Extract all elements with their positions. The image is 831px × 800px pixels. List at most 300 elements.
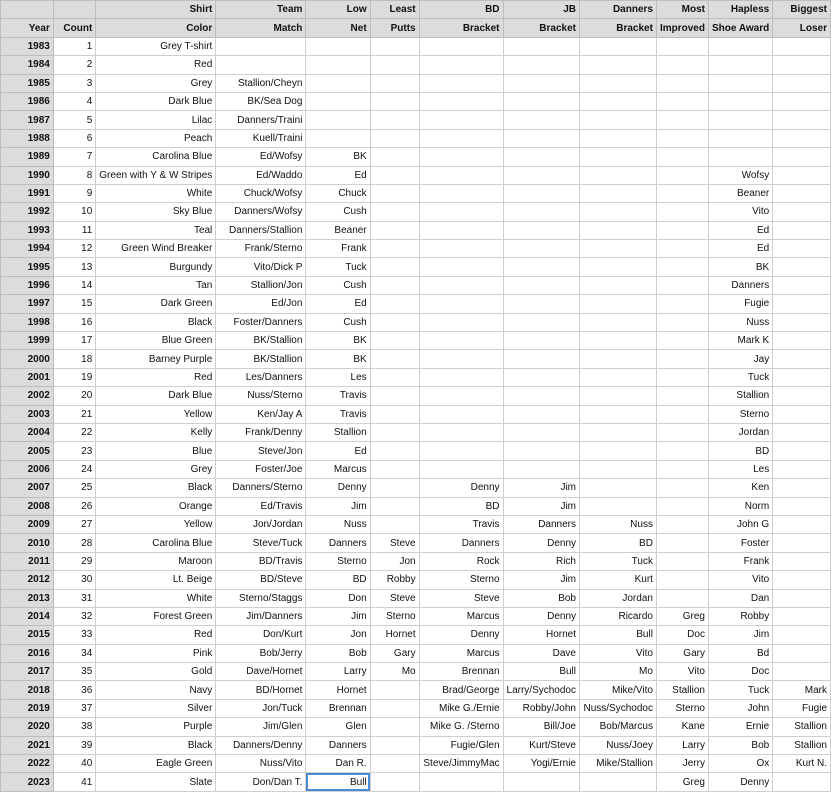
cell-biggest-loser[interactable] — [773, 552, 831, 570]
cell-hapless-shoe-award[interactable] — [708, 37, 772, 55]
cell-danners-bracket[interactable]: Bull — [580, 626, 657, 644]
cell-hapless-shoe-award[interactable] — [708, 148, 772, 166]
cell-year[interactable]: 1985 — [1, 74, 54, 92]
cell-danners-bracket[interactable] — [580, 221, 657, 239]
cell-team-match[interactable]: Danners/Wofsy — [216, 203, 306, 221]
cell-jb-bracket[interactable] — [503, 295, 579, 313]
cell-danners-bracket[interactable] — [580, 258, 657, 276]
cell-team-match[interactable] — [216, 56, 306, 74]
cell-biggest-loser[interactable] — [773, 56, 831, 74]
cell-shirt-color[interactable]: Navy — [96, 681, 216, 699]
cell-low-net[interactable]: Les — [306, 368, 370, 386]
cell-low-net[interactable]: Bull — [306, 773, 370, 791]
cell-shirt-color[interactable]: Carolina Blue — [96, 534, 216, 552]
cell-shirt-color[interactable]: Red — [96, 626, 216, 644]
cell-danners-bracket[interactable] — [580, 111, 657, 129]
cell-bd-bracket[interactable] — [419, 129, 503, 147]
cell-most-improved[interactable] — [656, 56, 708, 74]
cell-least-putts[interactable] — [370, 681, 419, 699]
cell-team-match[interactable]: Jon/Jordan — [216, 515, 306, 533]
cell-least-putts[interactable] — [370, 276, 419, 294]
cell-count[interactable]: 23 — [53, 442, 95, 460]
cell-hapless-shoe-award[interactable]: John G — [708, 515, 772, 533]
cell-danners-bracket[interactable] — [580, 74, 657, 92]
cell-count[interactable]: 34 — [53, 644, 95, 662]
cell-biggest-loser[interactable] — [773, 332, 831, 350]
cell-count[interactable]: 18 — [53, 350, 95, 368]
cell-hapless-shoe-award[interactable]: Bob — [708, 736, 772, 754]
cell-jb-bracket[interactable] — [503, 387, 579, 405]
cell-low-net[interactable]: Danners — [306, 736, 370, 754]
cell-jb-bracket[interactable] — [503, 129, 579, 147]
cell-hapless-shoe-award[interactable]: BD — [708, 442, 772, 460]
cell-year[interactable]: 2016 — [1, 644, 54, 662]
cell-count[interactable]: 30 — [53, 571, 95, 589]
cell-hapless-shoe-award[interactable]: Tuck — [708, 681, 772, 699]
cell-shirt-color[interactable]: Barney Purple — [96, 350, 216, 368]
cell-danners-bracket[interactable]: Nuss — [580, 515, 657, 533]
cell-biggest-loser[interactable] — [773, 37, 831, 55]
header-cell-count[interactable]: Count — [53, 19, 95, 37]
cell-low-net[interactable]: Larry — [306, 663, 370, 681]
cell-most-improved[interactable] — [656, 350, 708, 368]
header-cell-year[interactable] — [1, 1, 54, 19]
cell-low-net[interactable]: Nuss — [306, 515, 370, 533]
cell-shirt-color[interactable]: Blue Green — [96, 332, 216, 350]
cell-jb-bracket[interactable]: Kurt/Steve — [503, 736, 579, 754]
cell-year[interactable]: 2011 — [1, 552, 54, 570]
cell-shirt-color[interactable]: Dark Blue — [96, 387, 216, 405]
cell-low-net[interactable]: Frank — [306, 240, 370, 258]
cell-least-putts[interactable] — [370, 387, 419, 405]
cell-most-improved[interactable] — [656, 166, 708, 184]
cell-hapless-shoe-award[interactable]: Sterno — [708, 405, 772, 423]
cell-hapless-shoe-award[interactable]: Mark K — [708, 332, 772, 350]
cell-team-match[interactable]: Nuss/Vito — [216, 755, 306, 773]
cell-shirt-color[interactable]: Forest Green — [96, 607, 216, 625]
cell-hapless-shoe-award[interactable]: Dan — [708, 589, 772, 607]
cell-year[interactable]: 2022 — [1, 755, 54, 773]
cell-bd-bracket[interactable] — [419, 37, 503, 55]
cell-most-improved[interactable]: Stallion — [656, 681, 708, 699]
cell-jb-bracket[interactable] — [503, 111, 579, 129]
cell-danners-bracket[interactable] — [580, 332, 657, 350]
cell-shirt-color[interactable]: Red — [96, 368, 216, 386]
cell-count[interactable]: 27 — [53, 515, 95, 533]
cell-most-improved[interactable]: Larry — [656, 736, 708, 754]
cell-danners-bracket[interactable]: Nuss/Joey — [580, 736, 657, 754]
cell-shirt-color[interactable]: Yellow — [96, 405, 216, 423]
cell-jb-bracket[interactable] — [503, 203, 579, 221]
cell-biggest-loser[interactable] — [773, 368, 831, 386]
cell-biggest-loser[interactable] — [773, 313, 831, 331]
cell-bd-bracket[interactable]: Marcus — [419, 644, 503, 662]
cell-count[interactable]: 40 — [53, 755, 95, 773]
cell-jb-bracket[interactable]: Dave — [503, 644, 579, 662]
cell-biggest-loser[interactable] — [773, 515, 831, 533]
cell-year[interactable]: 2019 — [1, 699, 54, 717]
cell-team-match[interactable]: Dave/Hornet — [216, 663, 306, 681]
cell-least-putts[interactable] — [370, 350, 419, 368]
cell-most-improved[interactable] — [656, 148, 708, 166]
cell-least-putts[interactable] — [370, 295, 419, 313]
cell-team-match[interactable]: Stallion/Cheyn — [216, 74, 306, 92]
cell-jb-bracket[interactable] — [503, 74, 579, 92]
cell-shirt-color[interactable]: Grey T-shirt — [96, 37, 216, 55]
cell-least-putts[interactable] — [370, 718, 419, 736]
cell-jb-bracket[interactable] — [503, 184, 579, 202]
cell-shirt-color[interactable]: Green with Y & W Stripes — [96, 166, 216, 184]
cell-most-improved[interactable] — [656, 387, 708, 405]
cell-bd-bracket[interactable]: Sterno — [419, 571, 503, 589]
cell-most-improved[interactable]: Doc — [656, 626, 708, 644]
cell-low-net[interactable]: Hornet — [306, 681, 370, 699]
cell-team-match[interactable]: Foster/Joe — [216, 460, 306, 478]
cell-team-match[interactable]: Jim/Glen — [216, 718, 306, 736]
cell-most-improved[interactable] — [656, 240, 708, 258]
cell-danners-bracket[interactable] — [580, 203, 657, 221]
cell-biggest-loser[interactable]: Mark — [773, 681, 831, 699]
cell-count[interactable]: 4 — [53, 92, 95, 110]
cell-danners-bracket[interactable] — [580, 479, 657, 497]
cell-bd-bracket[interactable] — [419, 92, 503, 110]
cell-team-match[interactable]: Vito/Dick P — [216, 258, 306, 276]
cell-most-improved[interactable]: Kane — [656, 718, 708, 736]
cell-count[interactable]: 11 — [53, 221, 95, 239]
cell-year[interactable]: 2002 — [1, 387, 54, 405]
cell-least-putts[interactable] — [370, 479, 419, 497]
cell-least-putts[interactable]: Steve — [370, 534, 419, 552]
header-cell-danners-bracket[interactable]: Danners — [580, 1, 657, 19]
cell-least-putts[interactable] — [370, 258, 419, 276]
header-cell-biggest-loser[interactable]: Biggest — [773, 1, 831, 19]
cell-biggest-loser[interactable] — [773, 644, 831, 662]
cell-hapless-shoe-award[interactable]: Jordan — [708, 423, 772, 441]
cell-year[interactable]: 2021 — [1, 736, 54, 754]
cell-bd-bracket[interactable]: Denny — [419, 479, 503, 497]
cell-least-putts[interactable]: Jon — [370, 552, 419, 570]
cell-team-match[interactable]: Steve/Jon — [216, 442, 306, 460]
cell-hapless-shoe-award[interactable]: Ed — [708, 221, 772, 239]
cell-jb-bracket[interactable] — [503, 460, 579, 478]
cell-bd-bracket[interactable] — [419, 423, 503, 441]
cell-biggest-loser[interactable] — [773, 276, 831, 294]
cell-biggest-loser[interactable] — [773, 442, 831, 460]
cell-team-match[interactable]: Frank/Sterno — [216, 240, 306, 258]
cell-count[interactable]: 29 — [53, 552, 95, 570]
cell-count[interactable]: 24 — [53, 460, 95, 478]
cell-year[interactable]: 1993 — [1, 221, 54, 239]
cell-least-putts[interactable] — [370, 460, 419, 478]
cell-bd-bracket[interactable] — [419, 405, 503, 423]
cell-least-putts[interactable] — [370, 221, 419, 239]
cell-biggest-loser[interactable] — [773, 405, 831, 423]
cell-biggest-loser[interactable] — [773, 423, 831, 441]
cell-low-net[interactable]: Ed — [306, 442, 370, 460]
cell-hapless-shoe-award[interactable]: John — [708, 699, 772, 717]
cell-most-improved[interactable] — [656, 589, 708, 607]
cell-hapless-shoe-award[interactable]: Norm — [708, 497, 772, 515]
cell-least-putts[interactable]: Mo — [370, 663, 419, 681]
cell-low-net[interactable]: Bob — [306, 644, 370, 662]
cell-most-improved[interactable] — [656, 442, 708, 460]
cell-bd-bracket[interactable]: Brennan — [419, 663, 503, 681]
cell-shirt-color[interactable]: Black — [96, 736, 216, 754]
header-cell-count[interactable] — [53, 1, 95, 19]
cell-least-putts[interactable]: Robby — [370, 571, 419, 589]
cell-count[interactable]: 3 — [53, 74, 95, 92]
cell-count[interactable]: 7 — [53, 148, 95, 166]
cell-most-improved[interactable] — [656, 405, 708, 423]
cell-most-improved[interactable] — [656, 184, 708, 202]
header-cell-jb-bracket[interactable]: JB — [503, 1, 579, 19]
cell-shirt-color[interactable]: Yellow — [96, 515, 216, 533]
cell-most-improved[interactable] — [656, 515, 708, 533]
cell-danners-bracket[interactable] — [580, 442, 657, 460]
cell-bd-bracket[interactable]: Mike G. /Sterno — [419, 718, 503, 736]
cell-year[interactable]: 1990 — [1, 166, 54, 184]
cell-shirt-color[interactable]: Lt. Beige — [96, 571, 216, 589]
cell-bd-bracket[interactable] — [419, 332, 503, 350]
cell-bd-bracket[interactable] — [419, 221, 503, 239]
cell-bd-bracket[interactable] — [419, 258, 503, 276]
cell-bd-bracket[interactable]: Brad/George — [419, 681, 503, 699]
cell-low-net[interactable]: Beaner — [306, 221, 370, 239]
cell-biggest-loser[interactable]: Stallion — [773, 736, 831, 754]
cell-year[interactable]: 2018 — [1, 681, 54, 699]
cell-count[interactable]: 15 — [53, 295, 95, 313]
cell-bd-bracket[interactable]: Fugie/Glen — [419, 736, 503, 754]
cell-least-putts[interactable] — [370, 74, 419, 92]
cell-count[interactable]: 39 — [53, 736, 95, 754]
cell-count[interactable]: 16 — [53, 313, 95, 331]
cell-shirt-color[interactable]: Red — [96, 56, 216, 74]
cell-count[interactable]: 31 — [53, 589, 95, 607]
cell-danners-bracket[interactable] — [580, 350, 657, 368]
cell-danners-bracket[interactable] — [580, 240, 657, 258]
cell-least-putts[interactable] — [370, 497, 419, 515]
cell-team-match[interactable]: Foster/Danners — [216, 313, 306, 331]
cell-most-improved[interactable] — [656, 74, 708, 92]
cell-least-putts[interactable] — [370, 699, 419, 717]
cell-count[interactable]: 41 — [53, 773, 95, 791]
cell-year[interactable]: 2004 — [1, 423, 54, 441]
cell-least-putts[interactable]: Gary — [370, 644, 419, 662]
cell-hapless-shoe-award[interactable]: Jay — [708, 350, 772, 368]
cell-team-match[interactable]: BK/Stallion — [216, 350, 306, 368]
cell-hapless-shoe-award[interactable]: Denny — [708, 773, 772, 791]
cell-most-improved[interactable] — [656, 111, 708, 129]
cell-danners-bracket[interactable] — [580, 92, 657, 110]
cell-low-net[interactable]: BD — [306, 571, 370, 589]
cell-count[interactable]: 9 — [53, 184, 95, 202]
cell-shirt-color[interactable]: Carolina Blue — [96, 148, 216, 166]
cell-most-improved[interactable] — [656, 276, 708, 294]
cell-count[interactable]: 25 — [53, 479, 95, 497]
cell-biggest-loser[interactable] — [773, 111, 831, 129]
cell-low-net[interactable]: Sterno — [306, 552, 370, 570]
cell-count[interactable]: 37 — [53, 699, 95, 717]
cell-year[interactable]: 2020 — [1, 718, 54, 736]
cell-hapless-shoe-award[interactable] — [708, 74, 772, 92]
cell-team-match[interactable]: Ed/Travis — [216, 497, 306, 515]
cell-least-putts[interactable] — [370, 240, 419, 258]
header-cell-bd-bracket[interactable]: BD — [419, 1, 503, 19]
cell-biggest-loser[interactable] — [773, 589, 831, 607]
cell-count[interactable]: 36 — [53, 681, 95, 699]
cell-jb-bracket[interactable] — [503, 166, 579, 184]
cell-hapless-shoe-award[interactable]: Danners — [708, 276, 772, 294]
cell-danners-bracket[interactable]: Ricardo — [580, 607, 657, 625]
cell-low-net[interactable]: Travis — [306, 405, 370, 423]
cell-hapless-shoe-award[interactable]: Doc — [708, 663, 772, 681]
cell-danners-bracket[interactable] — [580, 368, 657, 386]
cell-jb-bracket[interactable] — [503, 56, 579, 74]
cell-year[interactable]: 2006 — [1, 460, 54, 478]
cell-team-match[interactable]: Danners/Denny — [216, 736, 306, 754]
cell-shirt-color[interactable]: Peach — [96, 129, 216, 147]
cell-biggest-loser[interactable] — [773, 350, 831, 368]
cell-low-net[interactable]: Tuck — [306, 258, 370, 276]
cell-danners-bracket[interactable] — [580, 387, 657, 405]
cell-bd-bracket[interactable] — [419, 773, 503, 791]
header-cell-hapless-shoe-award[interactable]: Hapless — [708, 1, 772, 19]
cell-bd-bracket[interactable]: Marcus — [419, 607, 503, 625]
cell-danners-bracket[interactable] — [580, 405, 657, 423]
cell-biggest-loser[interactable] — [773, 184, 831, 202]
cell-danners-bracket[interactable] — [580, 497, 657, 515]
cell-least-putts[interactable]: Hornet — [370, 626, 419, 644]
cell-team-match[interactable]: Kuell/Traini — [216, 129, 306, 147]
cell-least-putts[interactable] — [370, 423, 419, 441]
cell-year[interactable]: 2013 — [1, 589, 54, 607]
cell-count[interactable]: 22 — [53, 423, 95, 441]
cell-year[interactable]: 2000 — [1, 350, 54, 368]
cell-low-net[interactable]: Stallion — [306, 423, 370, 441]
cell-low-net[interactable]: Danners — [306, 534, 370, 552]
cell-jb-bracket[interactable]: Jim — [503, 571, 579, 589]
cell-year[interactable]: 2008 — [1, 497, 54, 515]
cell-year[interactable]: 1987 — [1, 111, 54, 129]
cell-most-improved[interactable] — [656, 571, 708, 589]
cell-team-match[interactable]: BK/Sea Dog — [216, 92, 306, 110]
cell-shirt-color[interactable]: Eagle Green — [96, 755, 216, 773]
cell-least-putts[interactable] — [370, 184, 419, 202]
cell-low-net[interactable]: Ed — [306, 166, 370, 184]
cell-most-improved[interactable]: Jerry — [656, 755, 708, 773]
cell-most-improved[interactable] — [656, 37, 708, 55]
cell-year[interactable]: 1994 — [1, 240, 54, 258]
cell-biggest-loser[interactable] — [773, 258, 831, 276]
cell-most-improved[interactable]: Greg — [656, 607, 708, 625]
cell-year[interactable]: 1996 — [1, 276, 54, 294]
cell-least-putts[interactable] — [370, 37, 419, 55]
header-cell-low-net[interactable]: Low — [306, 1, 370, 19]
cell-hapless-shoe-award[interactable]: Frank — [708, 552, 772, 570]
cell-danners-bracket[interactable] — [580, 295, 657, 313]
header-cell-year[interactable]: Year — [1, 19, 54, 37]
cell-jb-bracket[interactable] — [503, 276, 579, 294]
cell-count[interactable]: 35 — [53, 663, 95, 681]
cell-shirt-color[interactable]: White — [96, 184, 216, 202]
cell-low-net[interactable]: Brennan — [306, 699, 370, 717]
cell-team-match[interactable]: Frank/Denny — [216, 423, 306, 441]
cell-shirt-color[interactable]: Green Wind Breaker — [96, 240, 216, 258]
cell-team-match[interactable]: Danners/Stallion — [216, 221, 306, 239]
cell-year[interactable]: 2017 — [1, 663, 54, 681]
cell-low-net[interactable]: Dan R. — [306, 755, 370, 773]
cell-least-putts[interactable] — [370, 773, 419, 791]
header-cell-bd-bracket[interactable]: Bracket — [419, 19, 503, 37]
cell-jb-bracket[interactable] — [503, 405, 579, 423]
cell-jb-bracket[interactable]: Larry/Sychodoc — [503, 681, 579, 699]
cell-bd-bracket[interactable]: Steve/JimmyMac — [419, 755, 503, 773]
cell-year[interactable]: 2012 — [1, 571, 54, 589]
cell-most-improved[interactable] — [656, 552, 708, 570]
cell-count[interactable]: 19 — [53, 368, 95, 386]
cell-bd-bracket[interactable] — [419, 460, 503, 478]
cell-year[interactable]: 1983 — [1, 37, 54, 55]
cell-shirt-color[interactable]: Gold — [96, 663, 216, 681]
cell-bd-bracket[interactable] — [419, 148, 503, 166]
cell-count[interactable]: 13 — [53, 258, 95, 276]
cell-year[interactable]: 2007 — [1, 479, 54, 497]
cell-most-improved[interactable] — [656, 92, 708, 110]
cell-low-net[interactable]: Travis — [306, 387, 370, 405]
cell-shirt-color[interactable]: Grey — [96, 74, 216, 92]
cell-shirt-color[interactable]: Lilac — [96, 111, 216, 129]
cell-least-putts[interactable] — [370, 166, 419, 184]
header-cell-most-improved[interactable]: Improved — [656, 19, 708, 37]
cell-least-putts[interactable] — [370, 129, 419, 147]
header-cell-shirt-color[interactable]: Color — [96, 19, 216, 37]
cell-bd-bracket[interactable] — [419, 166, 503, 184]
cell-low-net[interactable] — [306, 129, 370, 147]
cell-hapless-shoe-award[interactable]: Foster — [708, 534, 772, 552]
cell-least-putts[interactable] — [370, 368, 419, 386]
cell-count[interactable]: 8 — [53, 166, 95, 184]
cell-biggest-loser[interactable]: Kurt N. — [773, 755, 831, 773]
cell-bd-bracket[interactable] — [419, 184, 503, 202]
cell-jb-bracket[interactable]: Danners — [503, 515, 579, 533]
cell-most-improved[interactable]: Greg — [656, 773, 708, 791]
cell-shirt-color[interactable]: Sky Blue — [96, 203, 216, 221]
cell-team-match[interactable]: Ed/Jon — [216, 295, 306, 313]
cell-low-net[interactable]: Jim — [306, 497, 370, 515]
cell-count[interactable]: 20 — [53, 387, 95, 405]
cell-least-putts[interactable] — [370, 405, 419, 423]
cell-most-improved[interactable] — [656, 203, 708, 221]
cell-year[interactable]: 1997 — [1, 295, 54, 313]
cell-team-match[interactable]: Bob/Jerry — [216, 644, 306, 662]
cell-danners-bracket[interactable] — [580, 129, 657, 147]
cell-jb-bracket[interactable]: Robby/John — [503, 699, 579, 717]
cell-biggest-loser[interactable] — [773, 387, 831, 405]
cell-hapless-shoe-award[interactable] — [708, 111, 772, 129]
cell-low-net[interactable] — [306, 56, 370, 74]
cell-bd-bracket[interactable] — [419, 240, 503, 258]
cell-shirt-color[interactable]: Blue — [96, 442, 216, 460]
cell-hapless-shoe-award[interactable]: BK — [708, 258, 772, 276]
cell-hapless-shoe-award[interactable]: Beaner — [708, 184, 772, 202]
cell-least-putts[interactable]: Sterno — [370, 607, 419, 625]
cell-year[interactable]: 2003 — [1, 405, 54, 423]
cell-jb-bracket[interactable] — [503, 258, 579, 276]
cell-bd-bracket[interactable] — [419, 276, 503, 294]
cell-most-improved[interactable]: Vito — [656, 663, 708, 681]
cell-most-improved[interactable] — [656, 534, 708, 552]
cell-low-net[interactable]: Ed — [306, 295, 370, 313]
